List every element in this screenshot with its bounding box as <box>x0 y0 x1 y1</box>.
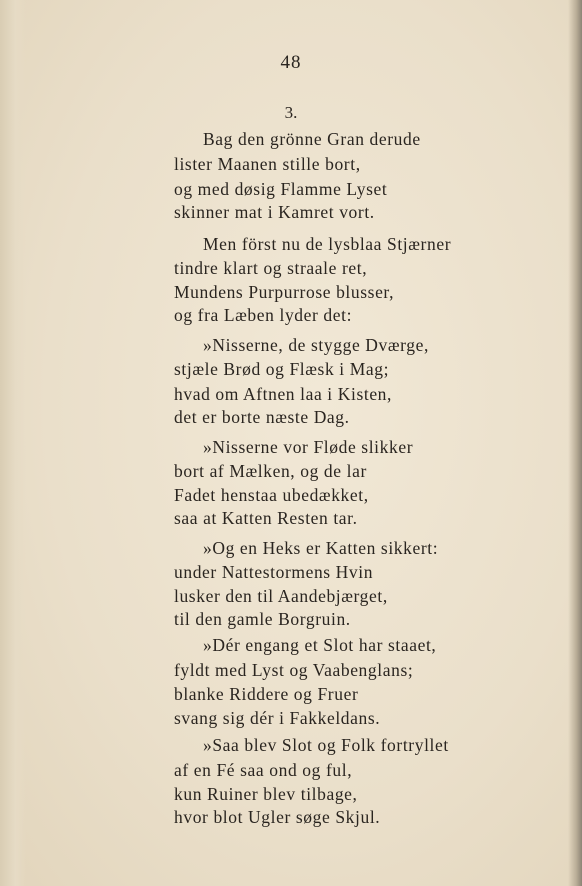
poem-line: »Nisserne vor Fløde slikker <box>203 437 414 457</box>
poem-line: lusker den til Aandebjærget, <box>174 586 388 606</box>
poem-line: Mundens Purpurrose blusser, <box>174 282 395 302</box>
poem-line: til den gamle Borgruin. <box>174 609 351 629</box>
page-number: 48 <box>280 52 302 73</box>
poem-line: bort af Mælken, og de lar <box>174 461 367 481</box>
poem-line: skinner mat i Kamret vort. <box>174 202 375 222</box>
poem-line: tindre klart og straale ret, <box>174 258 368 278</box>
poem-line: Men först nu de lysblaa Stjærner <box>203 234 452 254</box>
poem-line: »Nisserne, de stygge Dværge, <box>203 335 429 355</box>
poem-line: »Saa blev Slot og Folk fortryllet <box>203 735 449 755</box>
poem-line: under Nattestormens Hvin <box>174 562 374 582</box>
poem-line: og fra Læben lyder det: <box>174 305 353 325</box>
poem-line: Bag den grönne Gran derude <box>203 129 421 149</box>
poem-line: lister Maanen stille bort, <box>174 154 361 174</box>
poem-line: »Dér engang et Slot har staaet, <box>203 635 437 655</box>
poem-line: saa at Katten Resten tar. <box>174 508 358 528</box>
poem-line: »Og en Heks er Katten sikkert: <box>203 538 439 558</box>
poem-line: fyldt med Lyst og Vaabenglans; <box>174 660 414 680</box>
poem-line: hvad om Aftnen laa i Kisten, <box>174 384 393 404</box>
poem-line: det er borte næste Dag. <box>174 407 350 427</box>
poem-line: kun Ruiner blev tilbage, <box>174 784 358 804</box>
poem-line: hvor blot Ugler søge Skjul. <box>174 807 381 827</box>
section-number: 3. <box>284 103 298 122</box>
poem-line: Fadet henstaa ubedækket, <box>174 485 369 505</box>
poem-line: af en Fé saa ond og ful, <box>174 760 353 780</box>
poem-line: svang sig dér i Fakkeldans. <box>174 708 381 728</box>
poem-line: og med døsig Flamme Lyset <box>174 179 388 199</box>
poem-line: blanke Riddere og Fruer <box>174 684 359 704</box>
poem-line: stjæle Brød og Flæsk i Mag; <box>174 359 390 379</box>
